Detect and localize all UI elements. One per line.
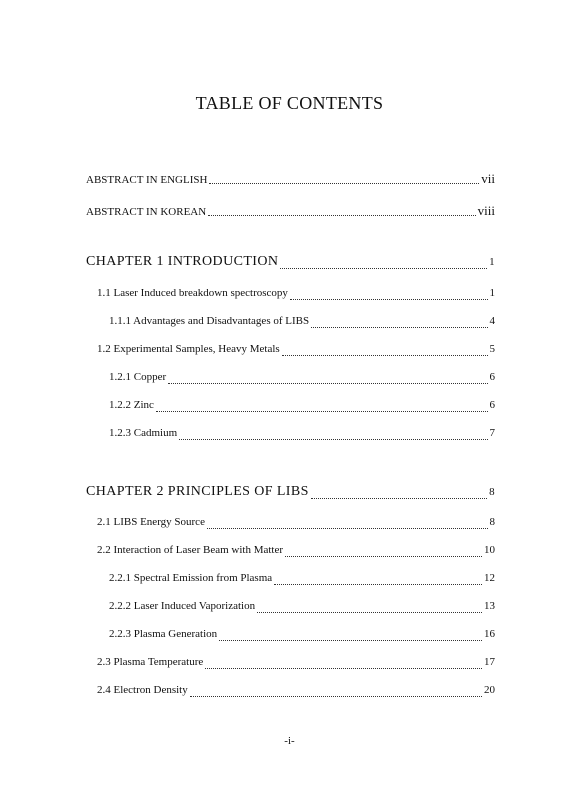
toc-page-number: 16 (484, 628, 495, 640)
toc-entry-label: ABSTRACT IN ENGLISH (86, 174, 208, 186)
toc-page-number: 8 (489, 516, 495, 528)
toc-entry-2-1[interactable] (97, 516, 495, 532)
dot-leader (179, 438, 487, 440)
toc-entry-2-3[interactable] (97, 656, 495, 672)
page-title: TABLE OF CONTENTS (195, 93, 384, 113)
dot-leader (274, 583, 482, 585)
toc-page-number: 13 (484, 600, 495, 612)
toc-page-number: 7 (489, 427, 495, 439)
toc-entry-label: 2.2.2 Laser Induced Vaporization (109, 600, 256, 612)
toc-entry-label: 2.3 Plasma Temperature (97, 656, 204, 668)
toc-entry-abstract-korean[interactable] (86, 203, 495, 219)
toc-entry-1-2-2[interactable] (109, 399, 495, 415)
toc-entry-label: 1.1.1 Advantages and Disadvantages of LIBS (109, 315, 310, 327)
dot-leader (282, 354, 488, 356)
toc-page-number: 8 (489, 486, 495, 498)
toc-page-number: 6 (489, 399, 495, 411)
toc-entry-label: 2.4 Electron Density (97, 684, 188, 696)
dot-leader (280, 267, 487, 269)
toc-entry-label: 1.1 Laser Induced breakdown spectroscopy (97, 287, 288, 299)
toc-entry-label: 2.1 LIBS Energy Source (97, 516, 205, 528)
toc-entry-1-1[interactable] (97, 287, 495, 303)
toc-entry-label: 2.2.1 Spectral Emission from Plasma (109, 572, 273, 584)
page-footer-number: -i- (284, 735, 295, 747)
toc-entry-1-2[interactable] (97, 343, 495, 359)
toc-entry-2-2-2[interactable] (109, 600, 495, 616)
dot-leader (209, 182, 479, 184)
toc-entry-label: 1.2.1 Copper (109, 371, 167, 383)
dot-leader (290, 298, 488, 300)
toc-entry-1-1-1[interactable] (109, 315, 495, 331)
toc-page-number: 12 (484, 572, 495, 584)
toc-entry-chapter-1[interactable] (86, 254, 495, 272)
dot-leader (285, 555, 482, 557)
dot-leader (311, 326, 487, 328)
dot-leader (205, 667, 482, 669)
dot-leader (219, 639, 482, 641)
toc-entry-label: 1.2.3 Cadmium (109, 427, 178, 439)
toc-page-number: 10 (484, 544, 495, 556)
dot-leader (311, 497, 487, 499)
toc-page-number: vii (481, 171, 495, 186)
toc-page-number: 6 (489, 371, 495, 383)
toc-entry-label: CHAPTER 2 PRINCIPLES OF LIBS (86, 484, 309, 499)
toc-page-number: 1 (489, 287, 495, 299)
dot-leader (257, 611, 482, 613)
toc-entry-label: 1.2.2 Zinc (109, 399, 154, 411)
toc-page-number: 17 (484, 656, 495, 668)
toc-entry-1-2-3[interactable] (109, 427, 495, 443)
dot-leader (156, 410, 488, 412)
toc-entry-2-2-1[interactable] (109, 572, 495, 588)
toc-entry-2-2[interactable] (97, 544, 495, 560)
toc-entry-label: 2.2 Interaction of Laser Beam with Matter (97, 544, 284, 556)
toc-entry-label: 1.2 Experimental Samples, Heavy Metals (97, 343, 280, 355)
toc-entry-label: ABSTRACT IN KOREAN (86, 206, 207, 218)
toc-page-number: 4 (489, 315, 495, 327)
toc-page-number: viii (477, 203, 495, 218)
toc-page-number: 5 (489, 343, 495, 355)
dot-leader (208, 214, 475, 216)
dot-leader (207, 527, 488, 529)
toc-entry-abstract-english[interactable] (86, 171, 495, 187)
toc-entry-2-2-3[interactable] (109, 628, 495, 644)
toc-entry-2-4[interactable] (97, 684, 495, 700)
toc-entry-label: CHAPTER 1 INTRODUCTION (86, 254, 279, 269)
toc-entry-label: 2.2.3 Plasma Generation (109, 628, 218, 640)
dot-leader (168, 382, 487, 384)
dot-leader (190, 695, 482, 697)
toc-page-number: 1 (489, 256, 495, 268)
toc-page-number: 20 (484, 684, 495, 696)
toc-entry-1-2-1[interactable] (109, 371, 495, 387)
toc-entry-chapter-2[interactable] (86, 484, 495, 502)
